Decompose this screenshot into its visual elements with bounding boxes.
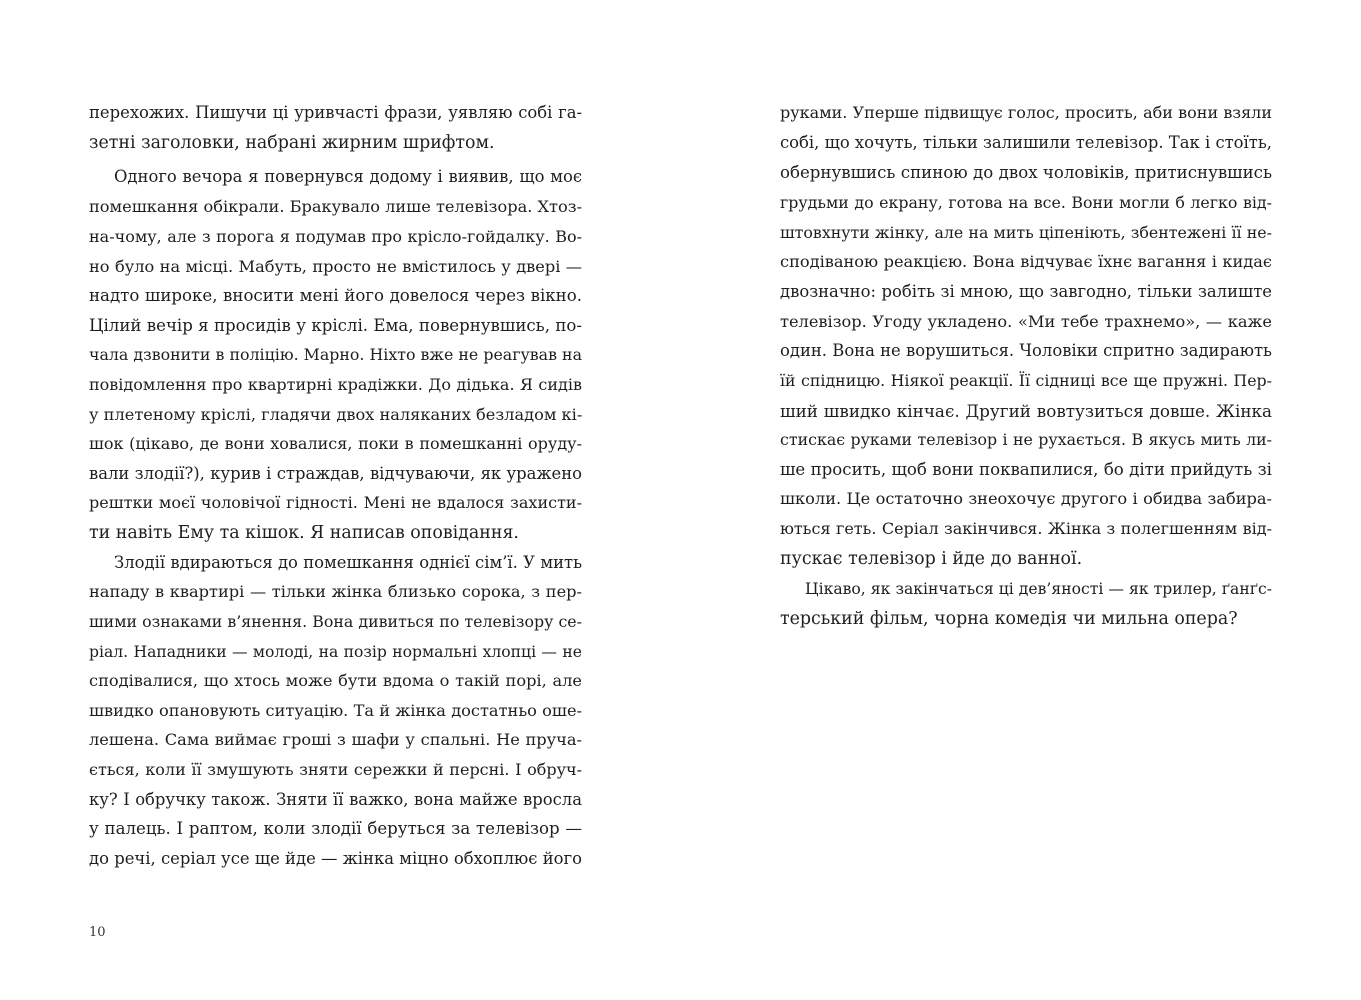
right-page xyxy=(680,0,1361,1000)
text-line: терський фільм, чорна комедія чи мильна опера? xyxy=(780,609,1238,629)
text-line: ти навіть Ему та кішок. Я написав оповідання. xyxy=(89,523,519,543)
text-line: грудьми до екрану, готова на все. Вони могли б легко від- xyxy=(780,193,1272,212)
left-page xyxy=(0,0,680,1000)
text-line: лешена. Сама виймає гроші з шафи у спальні. Не пруча- xyxy=(89,730,582,749)
text-line: рештки моєї чоловічої гідності. Мені не вдалося захисти- xyxy=(89,493,582,512)
text-line: у палець. І раптом, коли злодії беруться за телевізор — xyxy=(89,819,582,838)
text-line: чала дзвонити в поліцію. Марно. Ніхто вже не реагував на xyxy=(89,345,582,364)
text-line: шок (цікаво, де вони ховалися, поки в помешканні оруду- xyxy=(89,434,582,453)
text-line: вали злодії?), курив і страждав, відчуваючи, як уражено xyxy=(89,464,582,483)
text-line: у плетеному кріслі, гладячи двох наляканих безладом кі- xyxy=(89,405,583,424)
text-line: їй спідницю. Ніякої реакції. Її сідниці все ще пружні. Пер- xyxy=(780,371,1272,390)
text-line: школи. Це остаточно знеохочує другого і обидва забира- xyxy=(780,489,1272,508)
text-line: Злодії вдираються до помешкання однієї сім’ї. У мить xyxy=(114,553,582,572)
text-line: телевізор. Угоду укладено. «Ми тебе трахнемо», — каже xyxy=(780,312,1272,331)
text-line: сподівалися, що хтось може бути вдома о такій порі, але xyxy=(89,671,582,690)
text-line: ку? І обручку також. Зняти її важко, вона майже вросла xyxy=(89,790,582,809)
text-line: помешкання обікрали. Бракувало лише телевізора. Хтоз- xyxy=(89,197,583,216)
text-line: собі, що хочуть, тільки залишили телевізор. Так і стоїть, xyxy=(780,133,1272,152)
text-line: зетні заголовки, набрані жирним шрифтом. xyxy=(89,133,495,153)
text-line: обернувшись спиною до двох чоловіків, притиснувшись xyxy=(780,163,1272,182)
text-line: ріал. Нападники — молоді, на позір нормальні хлопці — не xyxy=(89,643,582,661)
text-line: ший швидко кінчає. Другий вовтузиться довше. Жінка xyxy=(780,401,1272,421)
text-line: ються геть. Серіал закінчився. Жінка з полегшенням від- xyxy=(780,519,1272,538)
text-line: руками. Уперше підвищує голос, просить, аби вони взяли xyxy=(780,103,1272,122)
text-line: ється, коли її змушують зняти сережки й персні. І обруч- xyxy=(89,760,582,779)
text-line: шими ознаками в’янення. Вона дивиться по телевізору се- xyxy=(89,612,582,631)
text-line: пускає телевізор і йде до ванної. xyxy=(780,549,1083,569)
text-line: но було на місці. Мабуть, просто не вмістилось у двері — xyxy=(89,257,582,276)
text-line: повідомлення про квартирні крадіжки. До дідька. Я сидів xyxy=(89,375,582,394)
text-line: двозначно: робіть зі мною, що завгодно, тільки залиште xyxy=(780,282,1272,301)
text-line: ше просить, щоб вони поквапилися, бо діти прийдуть зі xyxy=(780,460,1272,479)
text-line: Одного вечора я повернувся додому і виявив, що моє xyxy=(114,167,582,186)
text-line: Цікаво, як закінчаться ці дев’яності — як трилер, ґанґс- xyxy=(805,580,1272,598)
text-line: Цілий вечір я просидів у кріслі. Ема, повернувшись, по- xyxy=(89,316,582,335)
text-line: на-чому, але з порога я подумав про крісло-гойдалку. Во- xyxy=(89,227,582,246)
page-number: 10 xyxy=(89,925,106,940)
text-line: до речі, серіал усе ще йде — жінка міцно обхоплює його xyxy=(89,849,582,868)
text-line: сподіваною реакцією. Вона відчуває їхнє вагання і кидає xyxy=(780,252,1272,271)
text-line: швидко опановують ситуацію. Та й жінка достатньо оше- xyxy=(89,701,582,720)
text-line: перехожих. Пишучи ці уривчасті фрази, уявляю собі га- xyxy=(89,103,582,122)
text-line: один. Вона не ворушиться. Чоловіки спритно задирають xyxy=(780,341,1272,360)
text-line: штовхнути жінку, але на мить ціпеніють, збентежені її не- xyxy=(780,223,1272,242)
text-line: надто широке, вносити мені його довелося через вікно. xyxy=(89,286,582,305)
text-line: стискає руками телевізор і не рухається. В якусь мить ли- xyxy=(780,430,1272,449)
text-line: нападу в квартирі — тільки жінка близько сорока, з пер- xyxy=(89,582,582,601)
